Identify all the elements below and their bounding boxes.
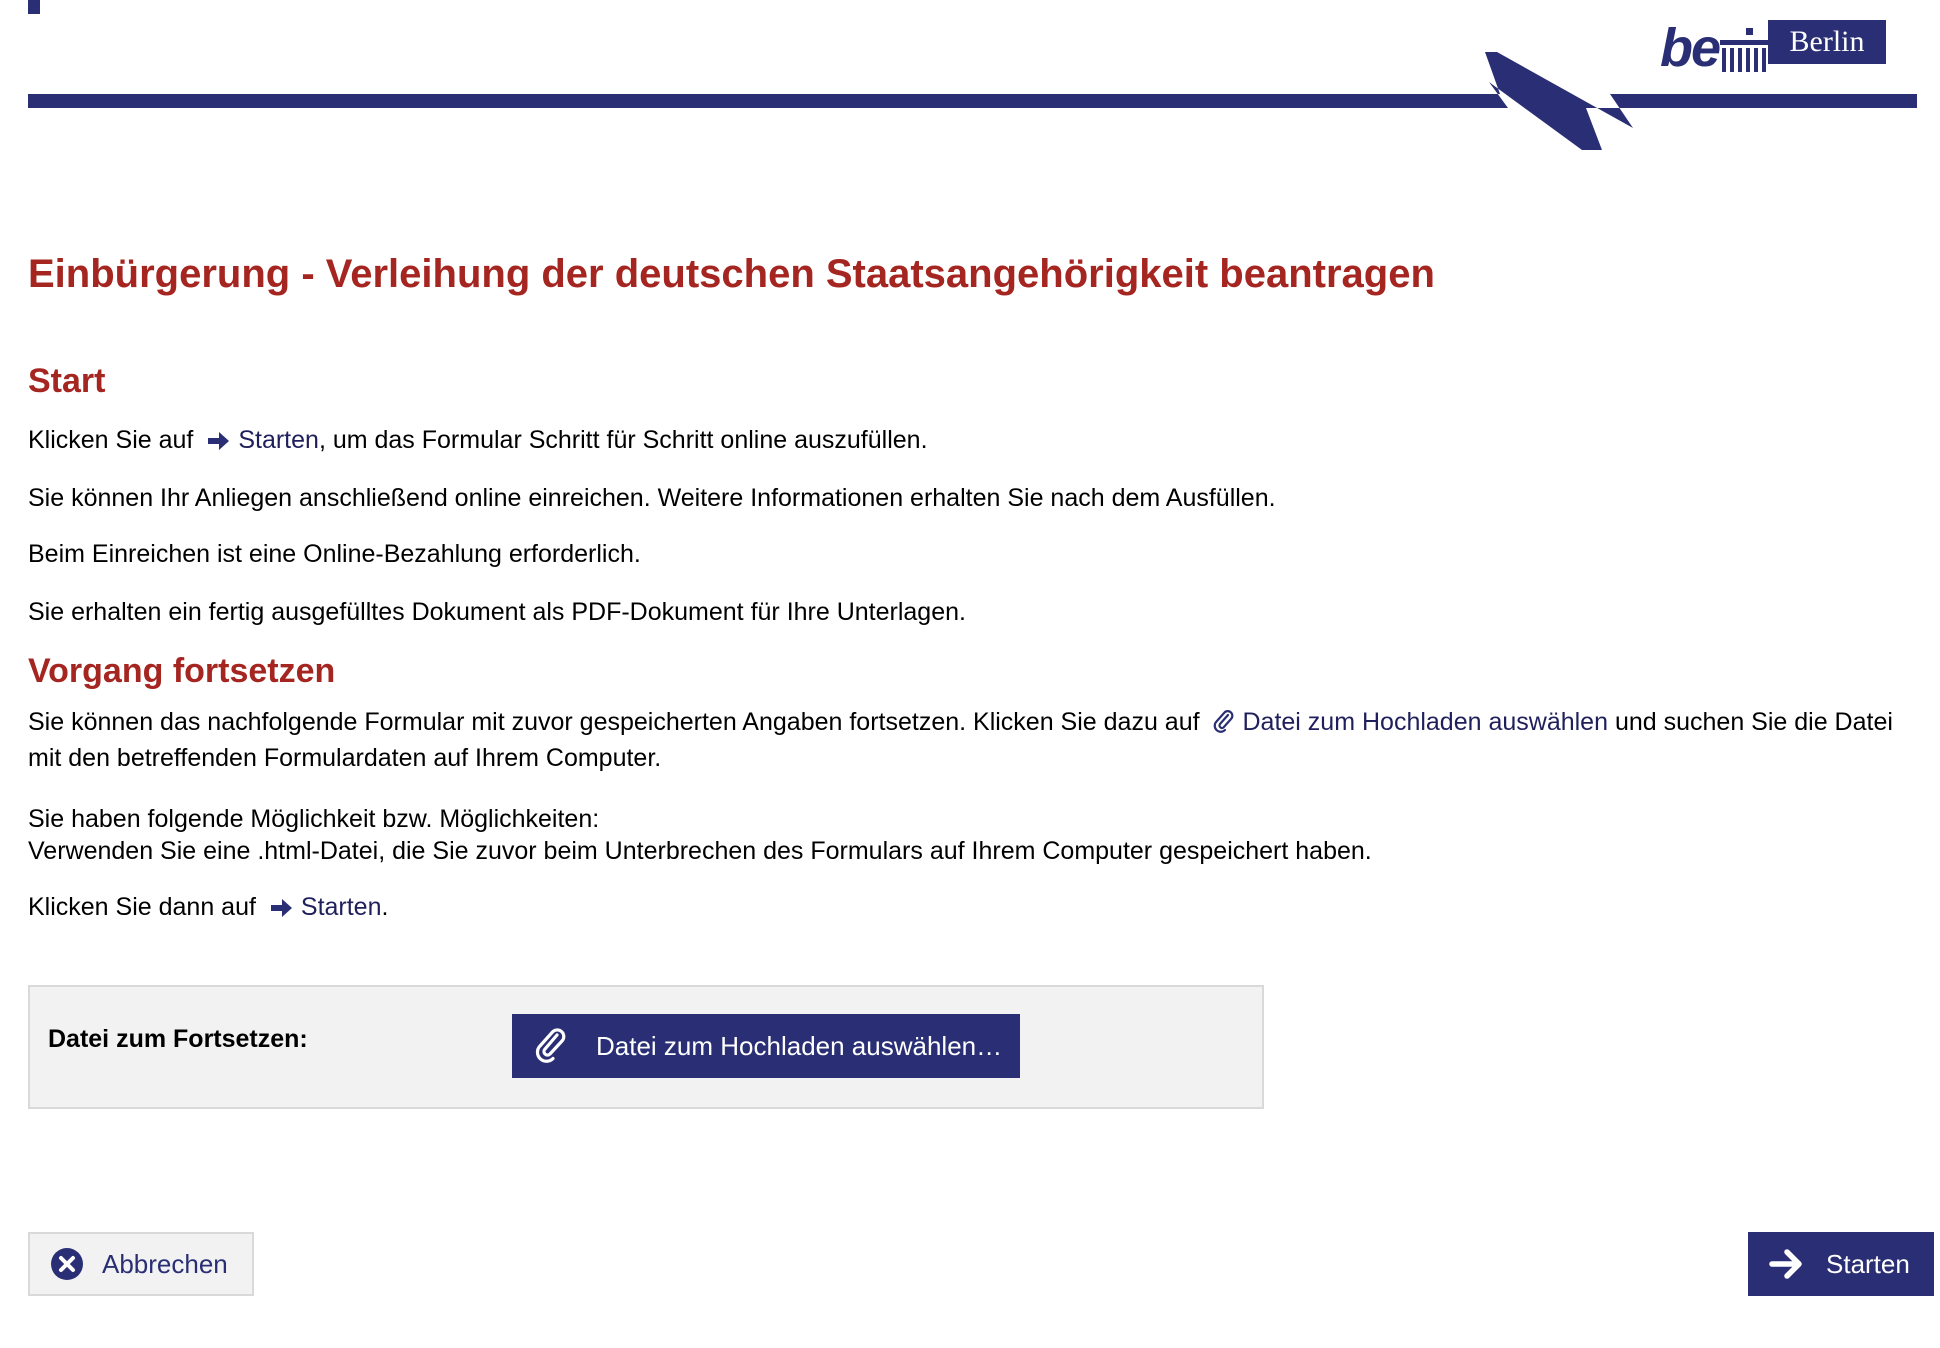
start-heading: Start [28, 362, 106, 400]
close-circle-icon [50, 1247, 84, 1281]
berlin-logo[interactable] [1660, 18, 1890, 78]
brandenburg-gate-icon [1720, 28, 1768, 72]
submit-info-text: Sie können Ihr Anliegen anschließend online einreichen. Weitere Informationen erhalten Sie nach dem Ausfüllen. [28, 484, 1276, 512]
start-instruction-text: Klicken Sie auf [28, 426, 194, 454]
payment-info-text: Beim Einreichen ist eine Online-Bezahlung erforderlich. [28, 540, 641, 568]
start-button-label: Starten [1826, 1248, 1910, 1279]
page-header [0, 0, 1940, 160]
options-html-text: Verwenden Sie eine .html-Datei, die Sie zuvor beim Unterbrechen des Formulars auf Ihrem Computer gespeichert haben. [28, 837, 1372, 865]
arrow-right-icon [269, 895, 293, 927]
then-start-inline-link[interactable]: Starten [300, 893, 382, 921]
start-instruction [28, 424, 928, 460]
cancel-button-label: Abbrechen [102, 1248, 228, 1279]
continue-heading: Vorgang fortsetzen [28, 652, 336, 690]
cancel-button[interactable] [28, 1232, 254, 1296]
start-button[interactable] [1748, 1232, 1934, 1296]
paperclip-icon [1213, 710, 1235, 742]
file-continue-label: Datei zum Fortsetzen: [48, 1025, 308, 1053]
start-inline-link[interactable]: Starten [238, 426, 319, 454]
upload-file-button-label: Datei zum Hochladen auswählen… [596, 1030, 1003, 1061]
header-lightning-line [0, 0, 1940, 160]
page-title: Einbürgerung - Verleihung der deutschen Staatsangehörigkeit beantragen [28, 252, 1435, 296]
pdf-info-text: Sie erhalten ein fertig ausgefülltes Dokument als PDF-Dokument für Ihre Unterlagen. [28, 598, 966, 626]
continue-file-panel [28, 985, 1264, 1109]
continue-instruction-rest: und suchen Sie die Datei mit den betreffenden Formulardaten auf Ihrem Computer. [28, 708, 1893, 772]
upload-inline-link[interactable]: Datei zum Hochladen auswählen [1242, 708, 1608, 736]
then-start-period: . [381, 893, 389, 921]
logo-be-text: be [1660, 18, 1720, 78]
then-start-instruction [28, 891, 388, 927]
options-intro-text: Sie haben folgende Möglichkeit bzw. Möglichkeiten: [28, 805, 600, 833]
then-start-text: Klicken Sie dann auf [28, 893, 256, 921]
arrow-right-icon [206, 428, 230, 460]
continue-instruction [28, 706, 1918, 774]
continue-instruction-text: Sie können das nachfolgende Formular mit zuvor gespeicherten Angaben fortsetzen. Klicken Sie dazu auf [28, 708, 1200, 736]
logo-berlin-box: Berlin [1768, 20, 1886, 64]
upload-file-button[interactable] [512, 1014, 1020, 1078]
arrow-right-icon [1768, 1246, 1804, 1282]
start-instruction-rest: , um das Formular Schritt für Schritt online auszufüllen. [318, 426, 928, 454]
paperclip-icon [534, 1028, 568, 1064]
